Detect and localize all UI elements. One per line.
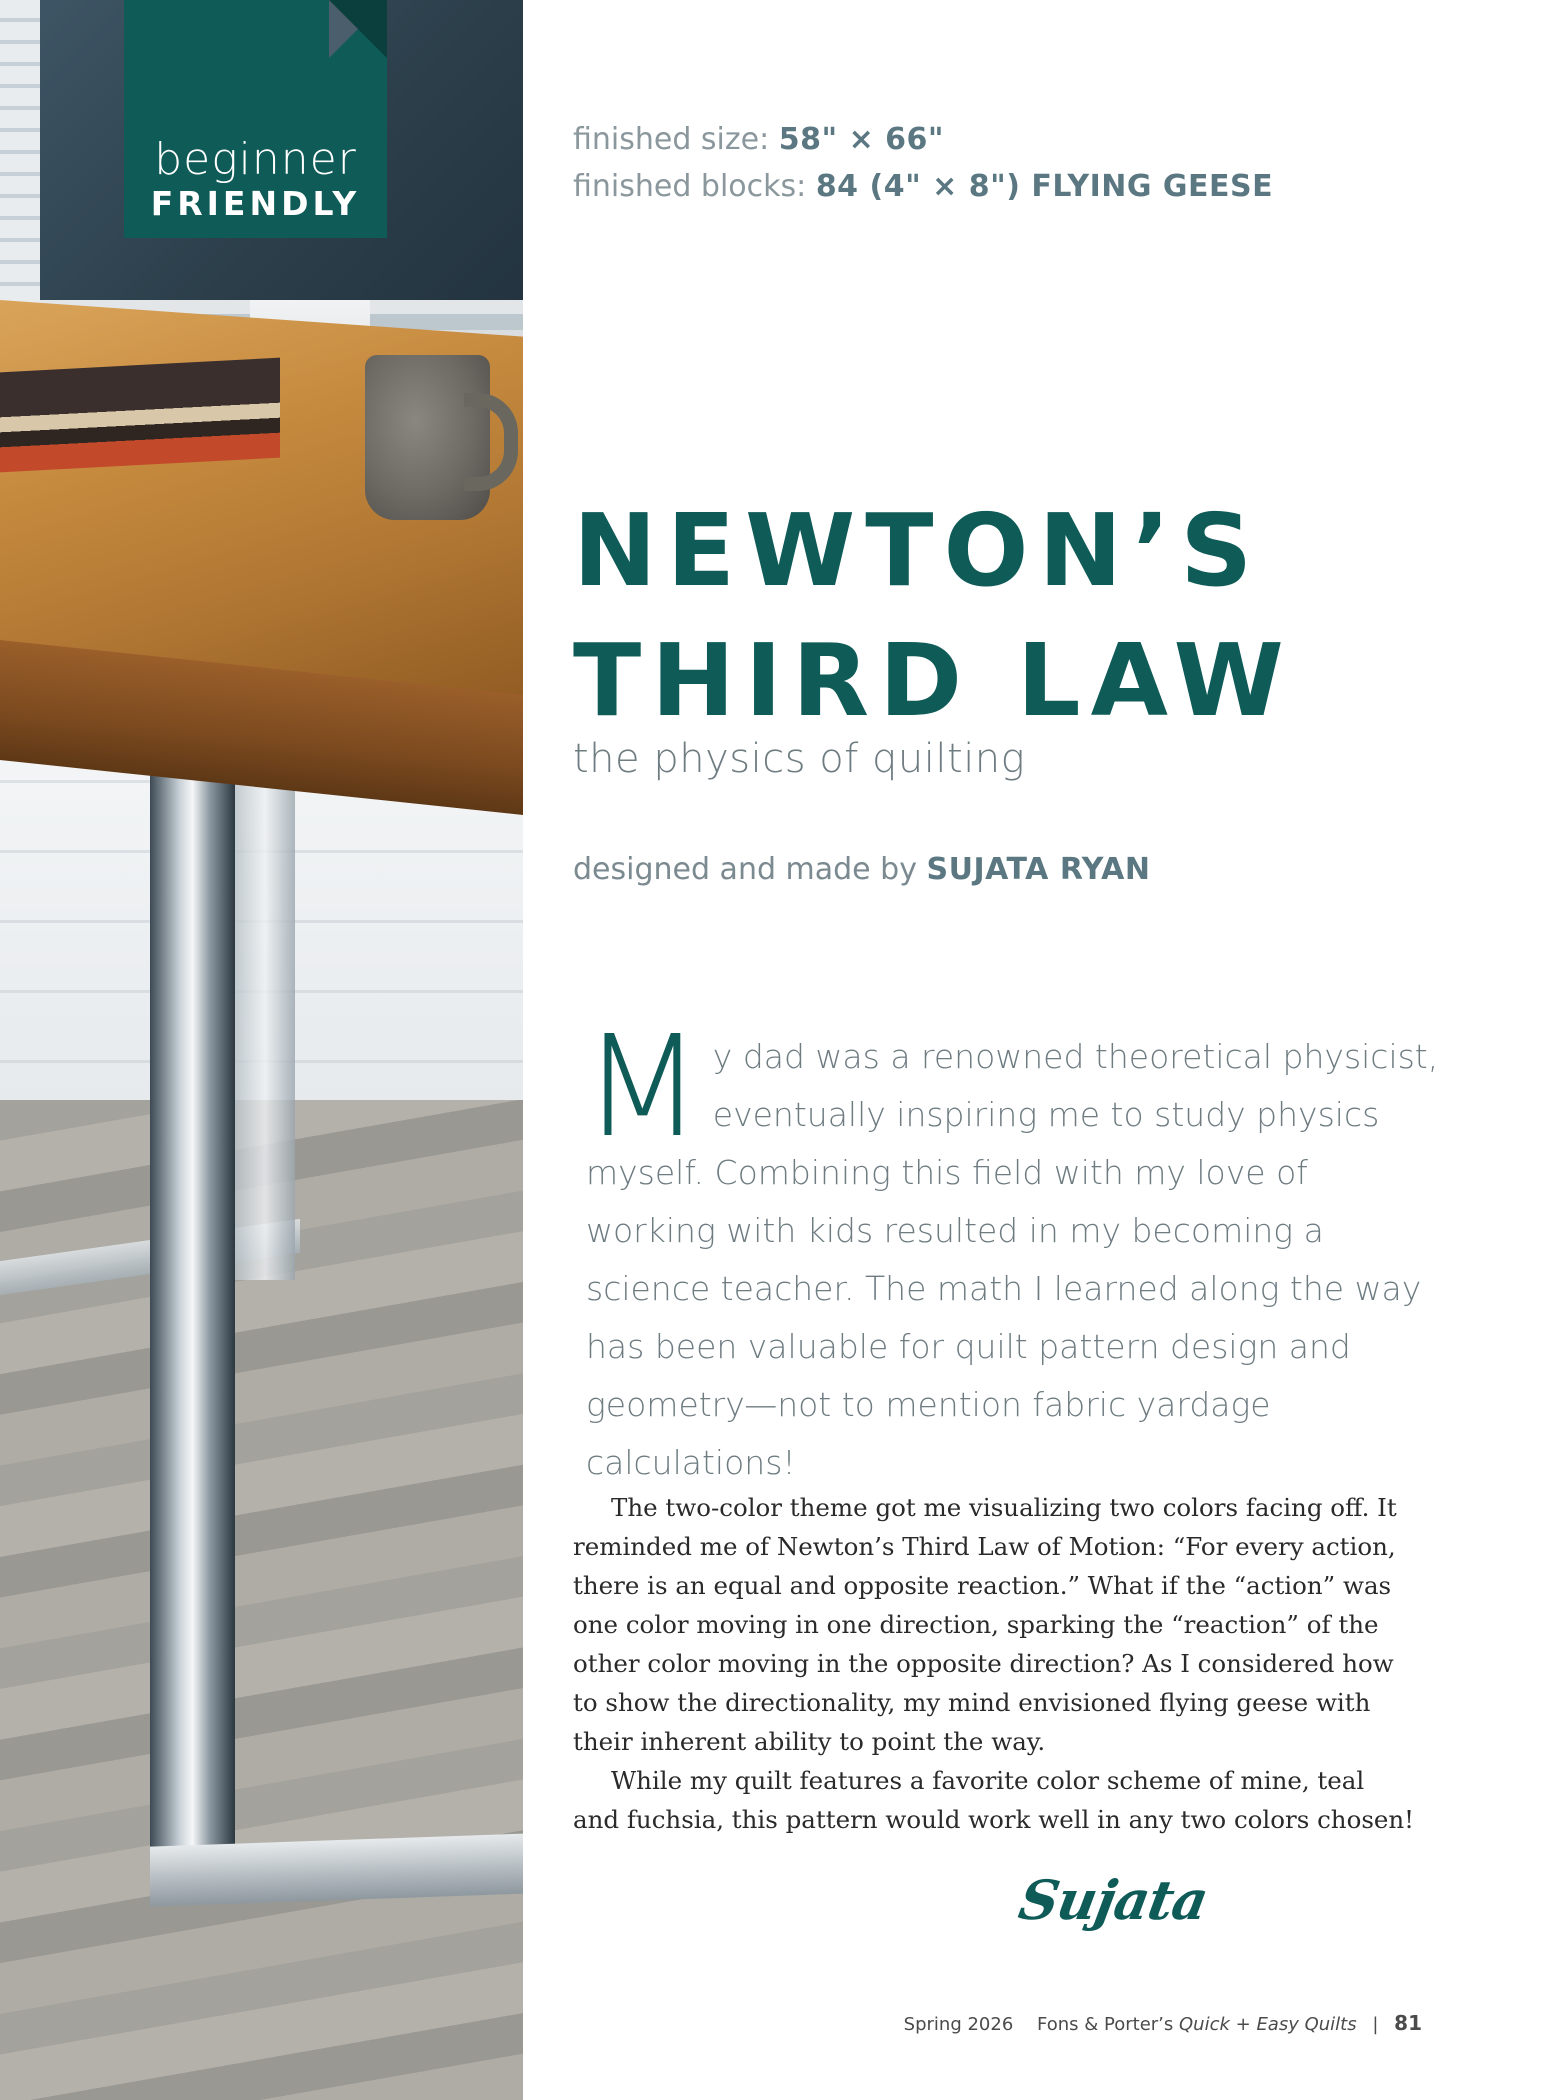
article-title [573,486,1533,746]
byline [573,852,1150,887]
article-subtitle: the physics of quilting [573,736,1026,782]
footer-publication-title: Quick + Easy Quilts [1179,2014,1357,2035]
photo-books [0,358,280,473]
finished-blocks-value: 84 (4" × 8") FLYING GEESE [815,169,1274,204]
page-number: 81 [1394,2011,1422,2035]
finished-size-label: finished size: [573,122,770,157]
badge-line-1: beginner [154,134,357,185]
finished-size-value: 58" × 66" [778,122,945,157]
photo-desk-leg-back [235,760,295,1280]
finished-blocks-line [573,163,1473,210]
body-paragraph-2: While my quilt features a favorite color scheme of mine, teal and fuchsia, this pattern would work well in any two colors chosen! [573,1766,1415,1834]
body-text [573,1488,1418,1839]
footer-publication-prefix: Fons & Porter’s [1037,2014,1174,2035]
footer-separator: | [1372,2014,1379,2035]
designer-name: SUJATA RYAN [926,852,1151,887]
body-paragraph-1: The two-color theme got me visualizing two colors facing off. It reminded me of Newton’s Third Law of Motion: “For every action, there is an equal and opposite reaction.” What if the “action” was one color moving in one direction, sparking the “reaction” of the other color moving in the opposite direction? As I considered how to show the directionality, my mind envisioned flying geese with their inherent ability to point the way. [573,1493,1397,1756]
quilt-specs [573,116,1473,210]
footer-issue: Spring 2026 [903,2014,1014,2035]
byline-prefix: designed and made by [573,852,917,887]
finished-size-line [573,116,1473,163]
badge-line-2: FRIENDLY [150,184,361,223]
title-line-2: THIRD LAW [573,622,1294,739]
photo-desk-leg [150,760,235,1900]
page-footer [904,2011,1422,2035]
lead-text: y dad was a renowned theoretical physicist, eventually inspiring me to study physics myself. Combining this field with my love of working with kids resulted in my becoming a science teacher. The math I learned along the way has been valuable for quilt pattern design and geometry—not to mention fabric yardage calculations! [586,1037,1439,1482]
drop-cap: M [582,1006,703,1169]
finished-blocks-label: finished blocks: [573,169,807,204]
badge-corner-fold [329,0,387,58]
beginner-friendly-badge [124,0,387,238]
lead-paragraph [582,1006,1446,1492]
title-line-1: NEWTON’S [573,492,1263,609]
author-signature: Sujata [1014,1868,1213,1932]
hero-photo [0,0,523,2100]
photo-mug [365,355,490,520]
photo-window-blinds [0,0,40,330]
